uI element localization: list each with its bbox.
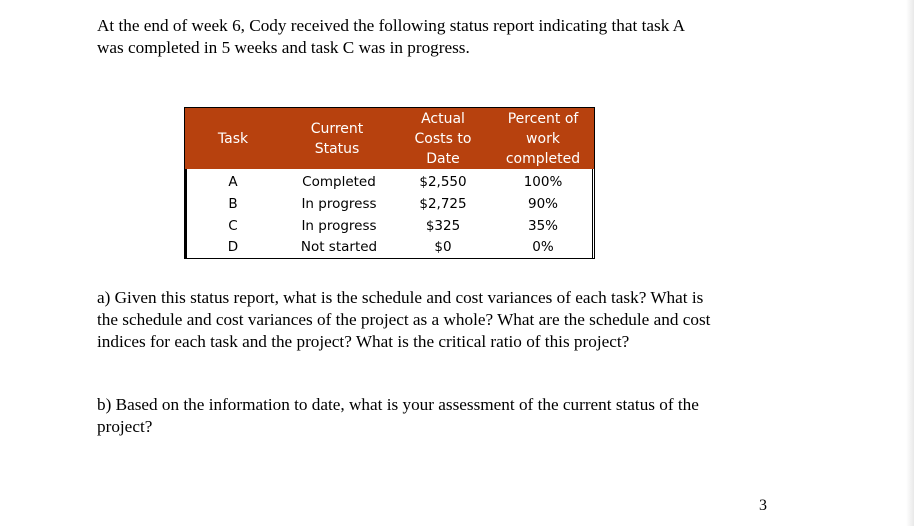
status-report-table [184,107,595,259]
page-number: 3 [759,497,767,514]
table-header-row [185,108,594,169]
cell-cost: $2,550 [419,174,467,190]
cell-percent: 100% [523,174,563,190]
cell-cost: $325 [425,218,461,234]
intro-line-1: At the end of week 6, Cody received the following status report indicating that task A [97,16,686,35]
cell-percent: 90% [527,196,558,212]
question-a-line-2: the schedule and cost variances of the project as a whole? What are the schedule and cost [97,310,711,329]
cell-task: D [227,239,239,255]
intro-line-2: was completed in 5 weeks and task C was in progress. [97,38,470,57]
table-row [185,215,594,237]
header-cost-line-1: Actual [421,110,465,127]
header-cost-line-3: Date [426,150,460,167]
cell-percent: 0% [532,239,554,255]
header-task-line: Task [217,130,249,147]
page-edge-shadow [906,0,914,526]
cell-task: B [228,196,238,212]
header-cost-line-2: Costs to [414,130,472,147]
question-b [97,394,787,438]
table-row [185,193,594,215]
header-task [185,108,281,169]
cell-status: In progress [301,218,377,234]
cell-task: C [228,218,238,234]
cell-cost: $0 [434,239,452,255]
header-cost [393,108,493,169]
header-percent-line-1: Percent of [507,110,579,127]
table-row [185,236,594,258]
cell-status: Completed [302,174,376,190]
cell-cost: $2,725 [419,196,467,212]
header-status-line-2: Status [314,140,360,157]
cell-percent: 35% [527,218,558,234]
question-a [97,287,787,353]
header-status-line-1: Current [310,120,364,137]
question-a-line-3: indices for each task and the project? What is the critical ratio of this project? [97,332,630,351]
header-percent-line-3: completed [505,150,581,167]
question-b-line-1: b) Based on the information to date, what is your assessment of the current status of the [97,395,699,414]
question-b-line-2: project? [97,417,153,436]
question-a-line-1: a) Given this status report, what is the schedule and cost variances of each task? What is [97,288,704,307]
cell-status: Not started [300,239,378,255]
intro-paragraph [97,15,817,59]
cell-task: A [228,174,238,190]
header-percent [493,108,593,169]
table-row [185,171,594,193]
header-percent-line-2: work [526,130,560,147]
cell-status: In progress [301,196,377,212]
header-status [281,108,393,169]
